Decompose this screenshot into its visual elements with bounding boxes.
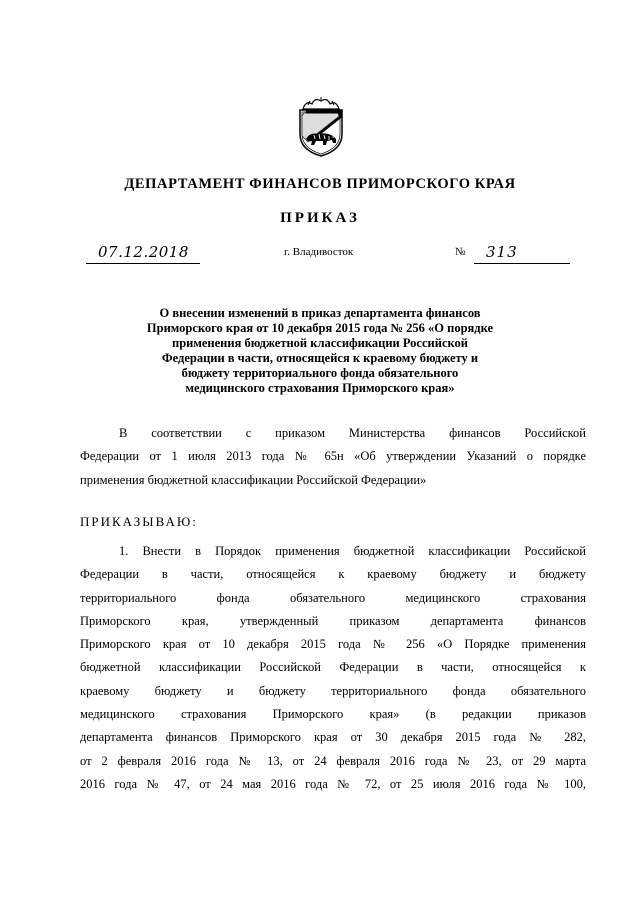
document-type: ПРИКАЗ: [280, 210, 360, 226]
orders-heading: ПРИКАЗЫВАЮ:: [80, 514, 198, 529]
title-line: Федерации в части, относящейся к краевому бюджету и: [161, 351, 479, 365]
number-label: №: [455, 246, 466, 258]
document-meta-row: [0, 245, 640, 267]
text-line: В соответствии с приказом Министерства финансов Российской: [119, 426, 586, 440]
title-line: Приморского края от 10 декабря 2015 года № 256 «О порядке: [146, 321, 494, 335]
text-line: 2016 года № 47, от 24 мая 2016 года № 72, от 25 июля 2016 года № 100,: [80, 776, 586, 791]
text-line: территориального фонда обязательного медицинского страхования: [80, 590, 586, 605]
text-line: краевому бюджету и бюджету территориального фонда обязательного: [80, 683, 586, 698]
department-name: ДЕПАРТАМЕНТ ФИНАНСОВ ПРИМОРСКОГО КРАЯ: [124, 176, 516, 192]
document-number: 313: [486, 243, 518, 261]
text-line: от 2 февраля 2016 года № 13, от 24 февраля 2016 года № 23, от 29 марта: [80, 753, 586, 768]
title-line: медицинского страхования Приморского края»: [185, 381, 455, 395]
document-title: [110, 306, 530, 396]
title-line: О внесении изменений в приказ департамента финансов: [159, 306, 481, 320]
city-label: г. Владивосток: [284, 246, 354, 258]
text-line: бюджетной классификации Российской Федерации в части, относящейся к: [80, 660, 586, 675]
text-line: Приморского края, утвержденный приказом департамента финансов: [80, 613, 586, 628]
coat-of-arms-icon: [296, 96, 346, 158]
number-field: [474, 245, 570, 264]
text-line: применения бюджетной классификации Российской Федерации»: [80, 472, 427, 487]
preamble-paragraph: [80, 422, 586, 492]
text-line: 1. Внести в Порядок применения бюджетной классификации Российской: [119, 544, 586, 558]
title-line: бюджету территориального фонда обязательного: [181, 366, 459, 380]
text-line: Приморского края от 10 декабря 2015 года № 256 «О Порядке применения: [80, 637, 586, 652]
document-date: 07.12.2018: [98, 243, 189, 261]
text-line: Федерации в части, относящейся к краевому бюджету и бюджету: [80, 567, 586, 582]
item-1-paragraph: [80, 540, 586, 796]
text-line: медицинского страхования Приморского края» (в редакции приказов: [80, 707, 586, 722]
date-field: [86, 245, 200, 264]
text-line: департамента финансов Приморского края от 30 декабря 2015 года № 282,: [80, 730, 586, 745]
text-line: Федерации от 1 июля 2013 года № 65н «Об утверждении Указаний о порядке: [80, 449, 586, 464]
title-line: применения бюджетной классификации Российской: [172, 336, 468, 350]
